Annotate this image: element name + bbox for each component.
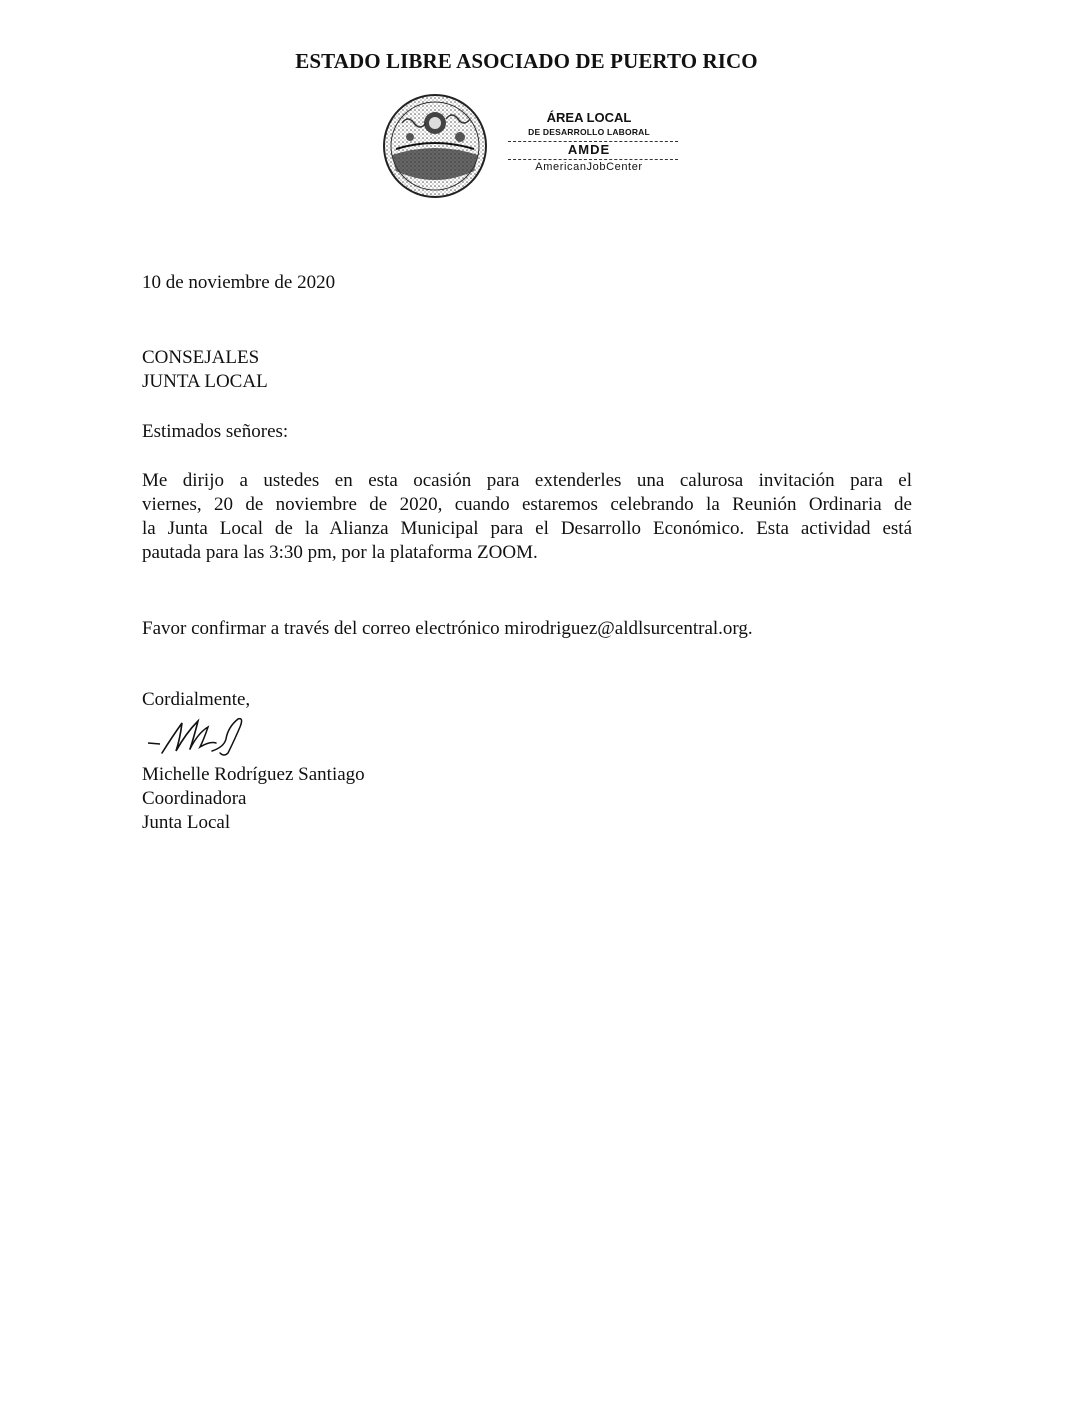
closing: Cordialmente, — [142, 689, 251, 710]
signer-org: Junta Local — [142, 812, 231, 833]
logo-amde: AMDE — [567, 142, 611, 157]
body-paragraph — [142, 469, 912, 565]
body-line: pautada para las 3:30 pm, por la plataforma ZOOM. — [142, 542, 538, 563]
logo-american-job-center: AmericanJobCenter — [535, 161, 643, 173]
logo-divider — [508, 159, 678, 160]
letter-date: 10 de noviembre de 2020 — [142, 272, 336, 293]
salutation: Estimados señores: — [142, 421, 289, 442]
body-line: Me dirijo a ustedes en esta ocasión para extenderles una calurosa invitación para el — [142, 470, 912, 491]
body-line: la Junta Local de la Alianza Municipal para el Desarrollo Económico. Esta actividad está — [142, 518, 912, 539]
confirm-line: Favor confirmar a través del correo electrónico mirodriguez@aldlsurcentral.org. — [142, 618, 753, 639]
logo-desarrollo-laboral: DE DESARROLLO LABORAL — [528, 127, 650, 137]
header-title: ESTADO LIBRE ASOCIADO DE PUERTO RICO — [295, 49, 758, 73]
official-seal-image — [382, 93, 488, 199]
body-line: viernes, 20 de noviembre de 2020, cuando estaremos celebrando la Reunión Ordinaria de — [142, 494, 912, 515]
recipient-line-2: JUNTA LOCAL — [142, 371, 268, 392]
signer-title: Coordinadora — [142, 788, 247, 809]
logo-area-local: ÁREA LOCAL — [546, 110, 632, 125]
signer-name: Michelle Rodríguez Santiago — [142, 764, 365, 785]
recipient-line-1: CONSEJALES — [142, 347, 260, 368]
handwritten-signature — [146, 713, 254, 759]
